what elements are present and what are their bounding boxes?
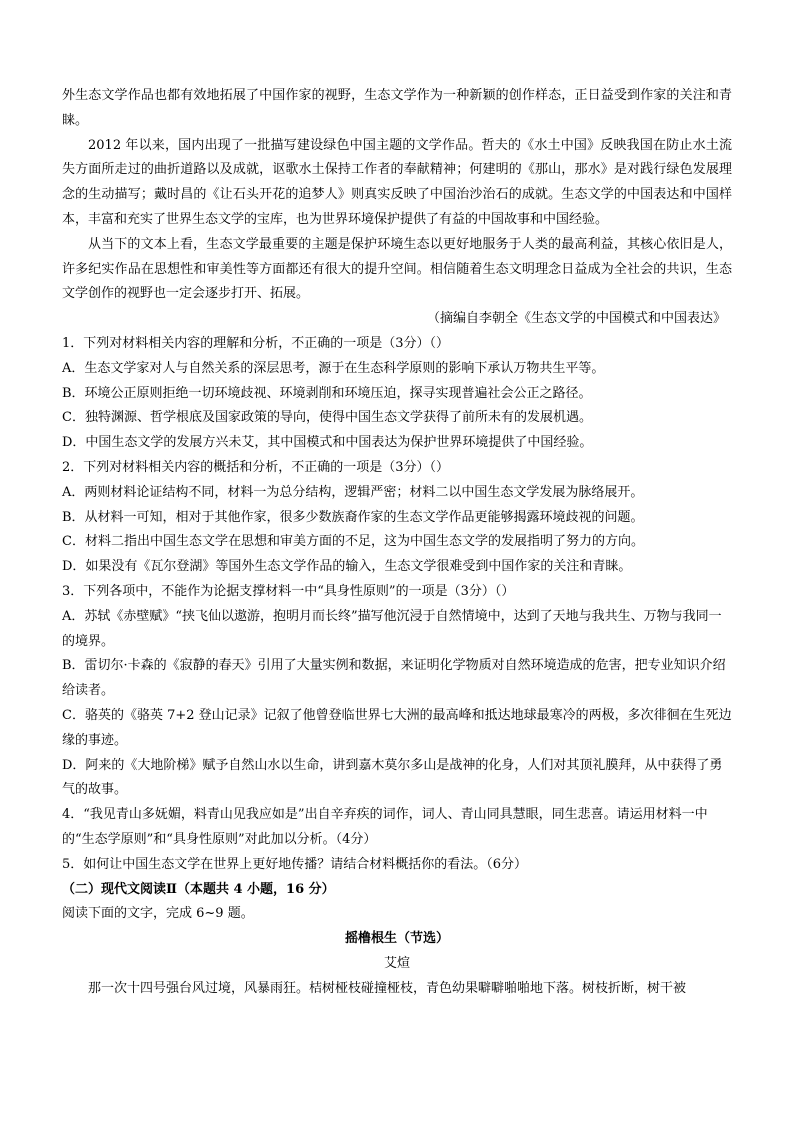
question-4-stem: 4．“我见青山多妩媚，料青山见我应如是”出自辛弃疾的词作，词人、青山同具慧眼，同生悲喜。请运用材料一中的“生态学原则”和“具身性原则”对此加以分析。（4分） xyxy=(62,807,708,847)
question-3-option-a: A．苏轼《赤壁赋》“挟飞仙以遨游，抱明月而长终”描写他沉浸于自然情境中，达到了天地与我共生、万物与我同一的境界。 xyxy=(62,608,722,649)
story-title: 摇橹根生（节选） xyxy=(344,931,449,947)
document-page xyxy=(62,84,732,1001)
question-2-option-d: D．如果没有《瓦尔登湖》等国外生态文学作品的输入，生态文学很难受到中国作家的关注和青睐。 xyxy=(62,559,632,575)
question-3-stem: 3．下列各项中，不能作为论据支撑材料一中“具身性原则”的一项是（3分）（） xyxy=(62,583,515,599)
story-author: 艾煊 xyxy=(383,955,410,971)
question-3-option-d: D．阿来的《大地阶梯》赋予自然山水以生命，讲到嘉木莫尔多山是战神的化身，人们对其顶礼膜拜，从中获得了勇气的故事。 xyxy=(62,757,723,798)
question-1-option-a: A．生态文学家对人与自然关系的深层思考，源于在生态科学原则的影响下承认万物共生平等。 xyxy=(62,360,605,376)
paragraph-2: 2012 年以来，国内出现了一批描写建设绿色中国主题的文学作品。哲夫的《水土中国》反映我国在防止水土流失方面所走过的曲折道路以及成就，讴歌水土保持工作者的奉献精神；何建明的《那山，那水》是对践行绿色发展理念的生动描写；戴时昌的《让石头开花的追梦人》则真实反映了中国治沙治石的成就。生态文学的中国表达和中国样本，丰富和充实了世界生态文学的宝库，也为世界环境保护提供了有益的中国故事和中国经验。 xyxy=(62,137,732,227)
paragraph-3: 从当下的文本上看，生态文学最重要的主题是保护环境生态以更好地服务于人类的最高利益，其核心依旧是人，许多纪实作品在思想性和审美性等方面都还有很大的提升空间。相信随着生态文明理念日益成为全社会的共识，生态文学创作的视野也一定会逐步打开、拓展。 xyxy=(62,236,732,302)
section-heading: （二）现代文阅读Ⅱ（本题共 4 小题，16 分） xyxy=(62,881,335,897)
question-2-option-b: B．从材料一可知，相对于其他作家，很多少数族裔作家的生态文学作品更能够揭露环境歧视的问题。 xyxy=(62,509,644,525)
question-2-option-c: C．材料二指出中国生态文学在思想和审美方面的不足，这为中国生态文学的发展指明了努力的方向。 xyxy=(62,534,644,550)
reading-instruction: 阅读下面的文字，完成 6~9 题。 xyxy=(62,906,254,922)
question-3-option-b: B．雷切尔·卡森的《寂静的春天》引用了大量实例和数据，来证明化学物质对自然环境造成的危害，把专业知识介绍给读者。 xyxy=(62,658,726,699)
question-1-option-b: B．环境公正原则拒绝一切环境歧视、环境剥削和环境压迫，探寻实现普遍社会公正之路径。 xyxy=(62,385,592,401)
question-1-stem: 1．下列对材料相关内容的理解和分析，不正确的一项是（3分）（） xyxy=(62,335,450,351)
question-1-option-d: D．中国生态文学的发展方兴未艾，其中国模式和中国表达为保护世界环境提供了中国经验。 xyxy=(62,435,593,451)
source-citation: （摘编自李朝全《生态文学的中国模式和中国表达》 xyxy=(426,311,726,327)
paragraph-1: 外生态文学作品也都有效地拓展了中国作家的视野，生态文学作为一种新颖的创作样态，正日益受到作家的关注和青睐。 xyxy=(62,88,732,128)
story-first-line: 那一次十四号强台风过境，风暴雨狂。桔树桠枝碰撞桠枝，青色幼果噼噼啪啪地下落。树枝折断，树干被 xyxy=(88,980,687,996)
question-5-stem: 5．如何让中国生态文学在世界上更好地传播？请结合材料概括你的看法。（6分） xyxy=(62,856,528,872)
question-3-option-c: C．骆英的《骆英 7+2 登山记录》记叙了他曾登临世界七大洲的最高峰和抵达地球最寒冷的两极，多次徘徊在生死边缘的事迹。 xyxy=(62,707,732,748)
question-1-option-c: C．独特渊源、哲学根底及国家政策的导向，使得中国生态文学获得了前所未有的发展机遇。 xyxy=(62,410,592,426)
question-2-stem: 2．下列对材料相关内容的概括和分析，不正确的一项是（3分）（） xyxy=(62,459,450,475)
question-2-option-a: A．两则材料论证结构不同，材料一为总分结构，逻辑严密；材料二以中国生态文学发展为脉络展开。 xyxy=(62,484,644,500)
